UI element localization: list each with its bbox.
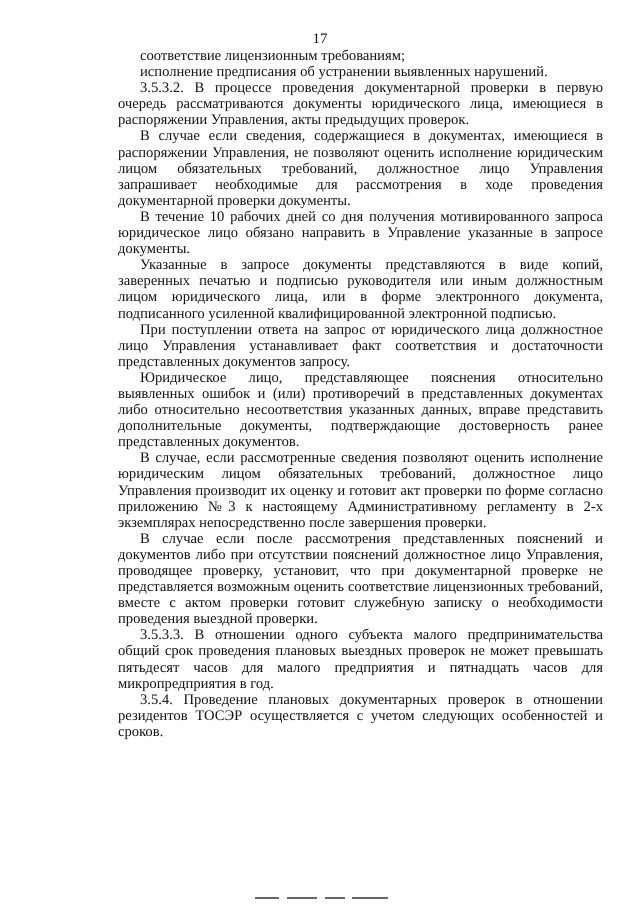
paragraph-3-5-3-3: 3.5.3.3. В отношении одного субъекта малого предпринимательства общий срок проведения плановых выездных проверок не может превышать пятьдесят часов для малого предприятия и пятнадцать часов для микропредприятия в год.: [118, 627, 603, 692]
paragraph-copies: Указанные в запросе документы представляются в виде копий, заверенных печатью и подписью руководителя или иным должностным лицом юридического лица, или в форме электронного документа, подписанного усиленной квалифицированной электронной подписью.: [118, 257, 603, 322]
paragraph-ten-days: В течение 10 рабочих дней со дня получения мотивированного запроса юридическое лицо обязано направить в Управление указанные в запросе документы.: [118, 208, 603, 258]
scan-mark: [255, 897, 279, 899]
paragraph-3-5-4: 3.5.4. Проведение плановых документарных проверок в отношении резидентов ТОСЭР осуществляется с учетом следующих особенностей и сроков.: [118, 691, 603, 740]
page-number: 17: [312, 31, 328, 47]
paragraph-field-inspection-memo: В случае если после рассмотрения представленных пояснений и документов либо при отсутствии пояснений должностное лицо Управления, проводящее проверку, установит, что при документарной проверке не представляется возможным оценить соответствие лицензионных требований, вместе с актом проверки готовит служебную записку о необходимости проведения выездной проверки.: [118, 530, 603, 628]
paragraph-inspection-act: В случае, если рассмотренные сведения позволяют оценить исполнение юридическим лицом обязательных требований, должностное лицо Управления производит их оценку и готовит акт проверки по форме согласно приложению №3 к настоящему Административному регламенту в 2-х экземплярах непосредственно после завершения проверки.: [118, 450, 603, 531]
scan-mark: [352, 897, 388, 899]
paragraph-request-documents: В случае если сведения, содержащиеся в документах, имеющиеся в распоряжении Управления, не позволяют оценить исполнение юридическим лицом обязательных требований, должностное лицо Управления запрашивает необходимые для рассмотрения в ходе проведения документарной проверки документы.: [118, 128, 603, 209]
paragraph-prescription: исполнение предписания об устранении выявленных нарушений.: [140, 64, 548, 81]
scan-mark: [325, 897, 345, 899]
paragraph-3-5-3-2: 3.5.3.2. В процессе проведения документарной проверки в первую очередь рассматриваются документы юридического лица, имеющиеся в распоряжении Управления, акты предыдущих проверок.: [118, 80, 603, 129]
paragraph-explanations: Юридическое лицо, представляющее пояснения относительно выявленных ошибок и (или) противоречий в представленных документах либо относительно несоответствия указанных данных, вправе представить дополнительные документы, подтверждающие достоверность ранее представленных документов.: [118, 369, 603, 451]
scan-mark: [287, 897, 317, 899]
footer-scan-marks: [255, 897, 395, 900]
document-body: [118, 48, 603, 740]
paragraph-response: При поступлении ответа на запрос от юридического лица должностное лицо Управления устанавливает факт соответствия и достаточности представленных документов запросу.: [118, 321, 603, 370]
paragraph-compliance: соответствие лицензионным требованиям;: [140, 48, 405, 64]
